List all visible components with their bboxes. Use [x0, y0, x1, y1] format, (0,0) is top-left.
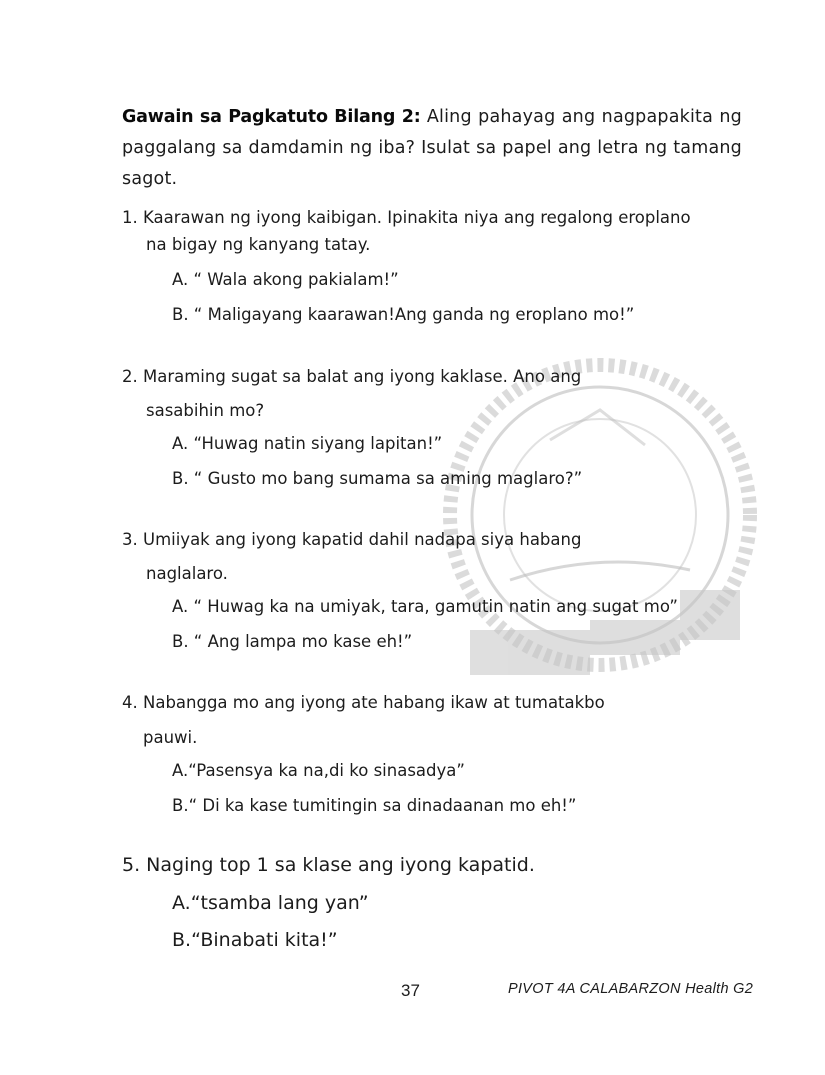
question-2-choice-b: B. “ Gusto mo bang sumama sa aming maglaro?”	[172, 469, 583, 488]
activity-instructions	[122, 102, 742, 195]
activity-instruction: Aling pahayag ang nagpapakita ng paggalang sa damdamin ng iba? Isulat sa papel ang letra ng tamang sagot.	[122, 107, 742, 189]
question-3-text: 3. Umiiyak ang iyong kapatid dahil nadapa siya habang	[122, 530, 582, 549]
question-5-choice-a: A.“tsamba lang yan”	[172, 892, 369, 914]
question-1-text: 1. Kaarawan ng iyong kaibigan. Ipinakita niya ang regalong eroplano	[122, 208, 691, 227]
question-3-choice-b: B. “ Ang lampa mo kase eh!”	[172, 632, 413, 651]
question-4-text-cont: pauwi.	[143, 728, 198, 747]
question-1-text-cont: na bigay ng kanyang tatay.	[146, 235, 371, 254]
question-4-choice-a: A.“Pasensya ka na,di ko sinasadya”	[172, 761, 465, 780]
question-1-choice-b: B. “ Maligayang kaarawan!Ang ganda ng eroplano mo!”	[172, 305, 635, 324]
question-2-choice-a: A. “Huwag natin siyang lapitan!”	[172, 434, 443, 453]
activity-title: Gawain sa Pagkatuto Bilang 2:	[122, 107, 421, 127]
question-1-choice-a: A. “ Wala akong pakialam!”	[172, 270, 399, 289]
question-2-text: 2. Maraming sugat sa balat ang iyong kaklase. Ano ang	[122, 367, 582, 386]
question-5-choice-b: B.“Binabati kita!”	[172, 929, 338, 951]
page-number: 37	[401, 981, 420, 1000]
question-4-text: 4. Nabangga mo ang iyong ate habang ikaw at tumatakbo	[122, 693, 605, 712]
question-3-choice-a: A. “ Huwag ka na umiyak, tara, gamutin natin ang sugat mo”	[172, 597, 678, 616]
question-3-text-cont: naglalaro.	[146, 564, 228, 583]
question-5-text: 5. Naging top 1 sa klase ang iyong kapatid.	[122, 854, 535, 876]
question-4-choice-b: B.“ Di ka kase tumitingin sa dinadaanan mo eh!”	[172, 796, 577, 815]
footer-reference: PIVOT 4A CALABARZON Health G2	[508, 981, 754, 997]
question-2-text-cont: sasabihin mo?	[146, 401, 265, 420]
